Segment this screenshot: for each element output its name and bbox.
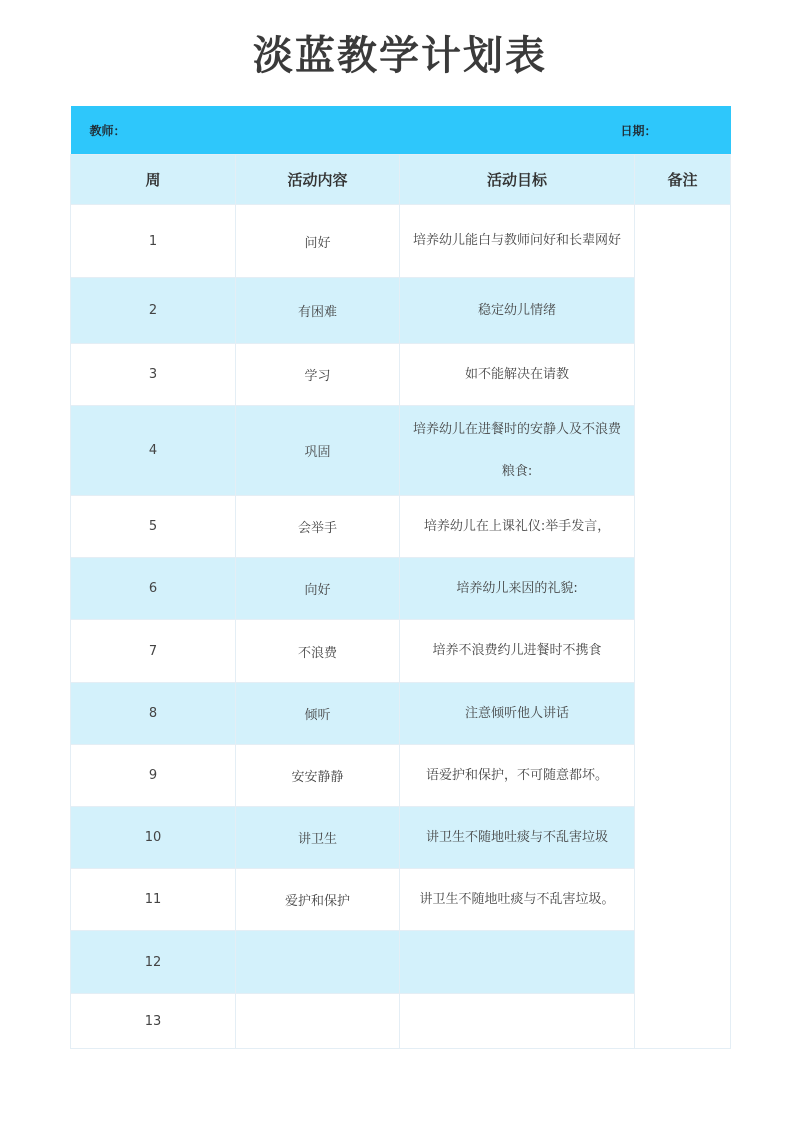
week-cell: 11 [71, 869, 236, 931]
activity-cell: 讲卫生 [236, 807, 400, 869]
week-cell: 6 [71, 558, 236, 620]
goal-cell: 讲卫生不随地吐痰与不乱害垃圾 [400, 807, 635, 869]
table-row [71, 994, 731, 1049]
goal-cell [400, 406, 635, 496]
week-cell: 5 [71, 496, 236, 558]
activity-cell: 巩固 [236, 406, 400, 496]
goal-cell: 讲卫生不随地吐痰与不乱害垃圾。 [400, 869, 635, 931]
activity-cell [236, 994, 400, 1049]
activity-cell [236, 931, 400, 994]
activity-cell: 有困难 [236, 278, 400, 344]
goal-cell: 语爱护和保护，不可随意都坏。 [400, 745, 635, 807]
header-remark: 备注 [635, 155, 731, 205]
activity-cell: 问好 [236, 205, 400, 278]
week-cell: 13 [71, 994, 236, 1049]
activity-cell: 爱护和保护 [236, 869, 400, 931]
table-row [71, 620, 731, 683]
table-row [71, 807, 731, 869]
header-goal: 活动目标 [400, 155, 635, 205]
activity-cell: 学习 [236, 344, 400, 406]
week-cell: 1 [71, 205, 236, 278]
goal-cell [400, 931, 635, 994]
activity-cell: 向好 [236, 558, 400, 620]
table-row [71, 278, 731, 344]
goal-cell: 培养幼儿能白与教师问好和长辈网好 [400, 205, 635, 278]
week-cell: 8 [71, 683, 236, 745]
header-activity: 活动内容 [236, 155, 400, 205]
goal-cell: 注意倾听他人讲话 [400, 683, 635, 745]
week-cell: 2 [71, 278, 236, 344]
activity-cell: 安安静静 [236, 745, 400, 807]
week-cell: 12 [71, 931, 236, 994]
date-label: 日期： [620, 124, 657, 138]
header-week: 周 [71, 155, 236, 205]
goal-cell: 培养幼儿在上课礼仪:举手发言， [400, 496, 635, 558]
activity-cell: 会举手 [236, 496, 400, 558]
teaching-plan-table [70, 106, 731, 1049]
table-row [71, 931, 731, 994]
goal-cell: 培养不浪费约儿进餐时不携食 [400, 620, 635, 683]
activity-cell: 倾听 [236, 683, 400, 745]
table-row [71, 406, 731, 496]
week-cell: 4 [71, 406, 236, 496]
table-row [71, 344, 731, 406]
week-cell: 7 [71, 620, 236, 683]
info-bar [71, 106, 731, 155]
table-header [71, 155, 731, 205]
table-row [71, 496, 731, 558]
table-row [71, 205, 731, 278]
table-row [71, 869, 731, 931]
remark-cell [635, 205, 731, 1049]
page-title: 淡蓝教学计划表 [253, 33, 547, 79]
goal-cell [400, 994, 635, 1049]
week-cell: 10 [71, 807, 236, 869]
week-cell: 3 [71, 344, 236, 406]
goal-cell: 稳定幼儿情绪 [400, 278, 635, 344]
goal-line-1: 培养幼儿在进餐时的安静人及不浪费 [413, 421, 622, 437]
goal-line-2: 粮食: [501, 463, 533, 479]
table-row [71, 683, 731, 745]
table-row [71, 745, 731, 807]
table-row [71, 558, 731, 620]
goal-cell: 培养幼儿来因的礼貌: [400, 558, 635, 620]
week-cell: 9 [71, 745, 236, 807]
teacher-label: 教师： [71, 106, 635, 155]
activity-cell: 不浪费 [236, 620, 400, 683]
goal-cell: 如不能解决在请教 [400, 344, 635, 406]
